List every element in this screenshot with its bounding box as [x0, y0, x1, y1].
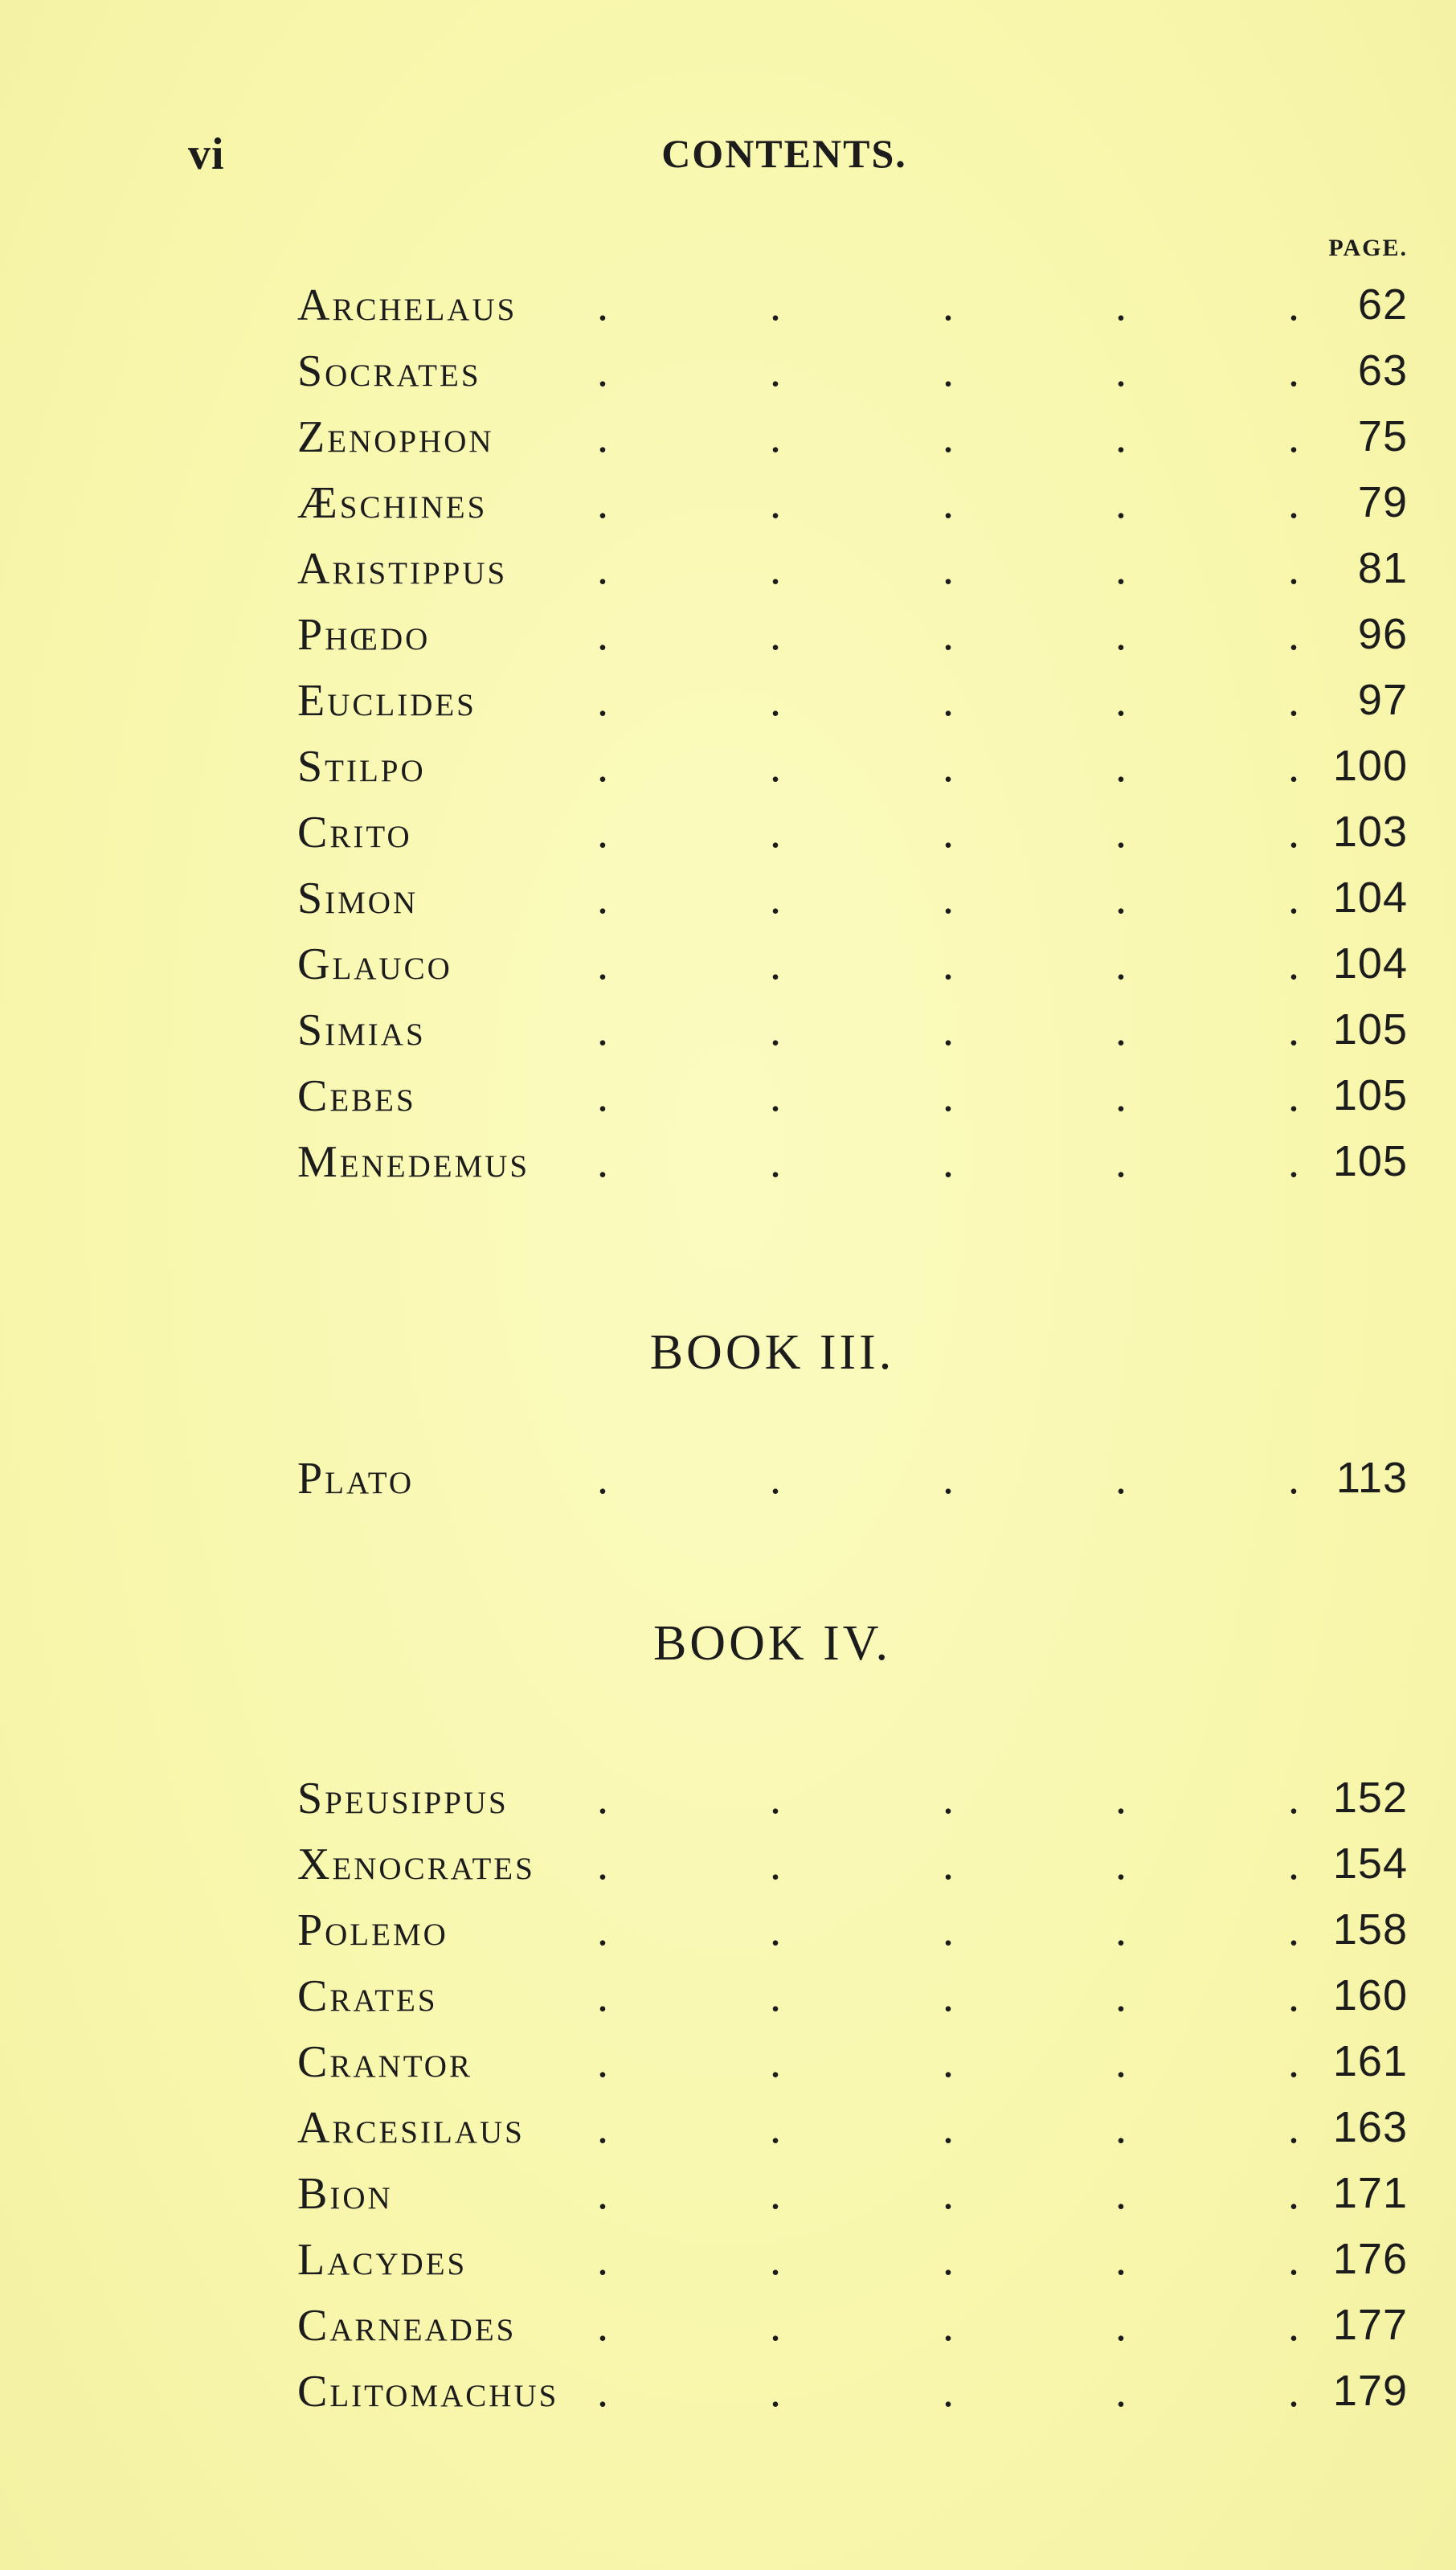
toc-entry-name: Simon [297, 874, 419, 923]
toc-entry-name: Carneades [297, 2301, 517, 2351]
book-3-heading: BOOK III. [649, 1325, 895, 1380]
toc-entry [0, 667, 1456, 733]
toc-entry [0, 469, 1456, 535]
toc-entry [0, 931, 1456, 996]
toc-entry [0, 1897, 1456, 1962]
toc-entry-page: 171 [1332, 2169, 1408, 2217]
dot-leader: . . . . . [597, 478, 1299, 528]
toc-entry [0, 2358, 1456, 2424]
toc-entry-name: Æschines [297, 478, 488, 528]
book-4-entries [0, 1765, 1456, 2424]
toc-entry-name: Zenophon [297, 412, 494, 462]
toc-entry [0, 272, 1456, 338]
dot-leader: . . . . . [597, 346, 1299, 396]
toc-entry-name: Aristippus [297, 544, 508, 594]
toc-entry-name: Lacydes [297, 2235, 468, 2285]
toc-entry-name: Crito [297, 808, 412, 857]
toc-entry-name: Speusippus [297, 1774, 509, 1823]
dot-leader: . . . . . [597, 1971, 1299, 2021]
toc-entry [0, 865, 1456, 931]
dot-leader: . . . . . [597, 742, 1299, 792]
book-3-entries [0, 1445, 1456, 1511]
toc-entry-name: Cebes [297, 1071, 416, 1121]
toc-entry-name: Simias [297, 1005, 426, 1055]
toc-entry-page: 104 [1332, 874, 1408, 922]
toc-entry-page: 152 [1332, 1774, 1408, 1822]
dot-leader: . . . . . [597, 808, 1299, 857]
toc-entry-name: Archelaus [297, 280, 517, 330]
dot-leader: . . . . . [597, 2103, 1299, 2153]
dot-leader: . . . . . [597, 1905, 1299, 1955]
toc-entry [0, 2028, 1456, 2094]
toc-entry-page: 75 [1357, 412, 1408, 460]
toc-entry-page: 177 [1332, 2301, 1408, 2349]
toc-entry-page: 176 [1332, 2235, 1408, 2283]
dot-leader: . . . . . [597, 1454, 1299, 1504]
toc-entry [0, 1962, 1456, 2028]
toc-entry-page: 62 [1357, 280, 1408, 329]
toc-entry-page: 81 [1357, 544, 1408, 592]
toc-entry-name: Euclides [297, 676, 476, 726]
dot-leader: . . . . . [597, 1774, 1299, 1823]
toc-entry-page: 105 [1332, 1137, 1408, 1185]
dot-leader: . . . . . [597, 610, 1299, 660]
page-column-label: PAGE. [1328, 235, 1408, 261]
running-title: CONTENTS. [661, 131, 907, 176]
toc-entry-page: 105 [1332, 1071, 1408, 1119]
toc-entry [0, 1831, 1456, 1897]
toc-entry-page: 158 [1332, 1905, 1408, 1954]
dot-leader: . . . . . [597, 2169, 1299, 2219]
toc-entry-name: Menedemus [297, 1137, 530, 1187]
toc-entry-page: 96 [1357, 610, 1408, 658]
dot-leader: . . . . . [597, 2301, 1299, 2351]
toc-entry-name: Glauco [297, 939, 452, 989]
toc-entry-name: Crantor [297, 2037, 472, 2087]
toc-entry-page: 103 [1332, 808, 1408, 856]
dot-leader: . . . . . [597, 2037, 1299, 2087]
toc-entry [0, 1062, 1456, 1128]
book-2-entries [0, 272, 1456, 1194]
toc-entry-name: Arcesilaus [297, 2103, 525, 2153]
toc-entry-page: 161 [1332, 2037, 1408, 2085]
toc-entry [0, 733, 1456, 799]
dot-leader: . . . . . [597, 544, 1299, 594]
toc-entry [0, 1128, 1456, 1194]
toc-entry-name: Xenocrates [297, 1840, 535, 1889]
toc-entry-name: Plato [297, 1454, 415, 1504]
toc-entry-name: Bion [297, 2169, 393, 2219]
toc-entry [0, 2292, 1456, 2358]
toc-entry-name: Stilpo [297, 742, 426, 792]
toc-entry [0, 2094, 1456, 2160]
toc-entry [0, 535, 1456, 601]
toc-entry-page: 79 [1357, 478, 1408, 526]
toc-entry-page: 104 [1332, 939, 1408, 988]
toc-entry [0, 799, 1456, 865]
toc-entry-page: 113 [1335, 1454, 1408, 1502]
dot-leader: . . . . . [597, 2367, 1299, 2417]
book-4-heading: BOOK IV. [652, 1616, 892, 1671]
dot-leader: . . . . . [597, 1005, 1299, 1055]
dot-leader: . . . . . [597, 1840, 1299, 1889]
toc-entry-page: 100 [1332, 742, 1408, 790]
toc-entry-page: 63 [1357, 346, 1408, 395]
toc-entry [0, 996, 1456, 1062]
dot-leader: . . . . . [597, 2235, 1299, 2285]
toc-entry-page: 105 [1332, 1005, 1408, 1054]
toc-entry-name: Polemo [297, 1905, 448, 1955]
toc-entry [0, 1445, 1456, 1511]
dot-leader: . . . . . [597, 1071, 1299, 1121]
toc-entry [0, 1765, 1456, 1831]
toc-entry-page: 97 [1357, 676, 1408, 724]
toc-entry [0, 2160, 1456, 2226]
toc-entry-name: Crates [297, 1971, 438, 2021]
toc-entry-name: Clitomachus [297, 2367, 559, 2417]
dot-leader: . . . . . [597, 676, 1299, 726]
toc-entry [0, 403, 1456, 469]
toc-entry-name: Phœdo [297, 610, 431, 660]
dot-leader: . . . . . [597, 280, 1299, 330]
dot-leader: . . . . . [597, 874, 1299, 923]
toc-entry-name: Socrates [297, 346, 481, 396]
toc-entry [0, 601, 1456, 667]
toc-entry-page: 179 [1332, 2367, 1408, 2415]
dot-leader: . . . . . [597, 412, 1299, 462]
toc-entry-page: 160 [1332, 1971, 1408, 2020]
toc-entry-page: 163 [1332, 2103, 1408, 2151]
dot-leader: . . . . . [597, 939, 1299, 989]
toc-entry-page: 154 [1332, 1840, 1408, 1888]
toc-entry [0, 338, 1456, 403]
toc-entry [0, 2226, 1456, 2292]
page-folio: vi [188, 129, 225, 179]
dot-leader: . . . . . [597, 1137, 1299, 1187]
